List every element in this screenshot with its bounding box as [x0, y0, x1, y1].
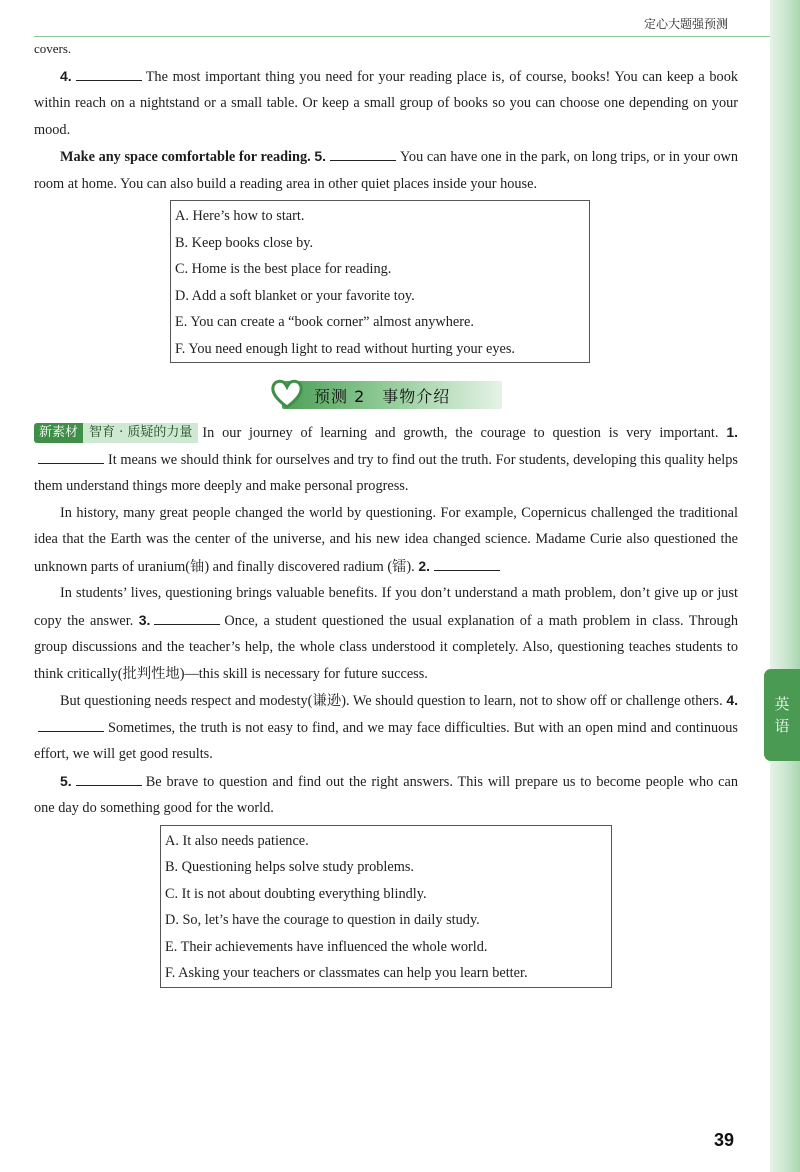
options-box-1	[170, 200, 590, 363]
option-item: D. Add a soft blanket or your favorite toy.	[175, 287, 415, 304]
paragraph-text: Be brave to question and find out the right answers. This will prepare us to become people who can one day do something good for the world.	[34, 773, 738, 816]
topic-tag: 智育 · 质疑的力量	[83, 423, 198, 443]
question-number: 5.	[60, 772, 72, 789]
answer-blank[interactable]	[154, 610, 220, 625]
paragraph-text: Once, a student questioned the usual explanation of a math problem in class. Through group discussions and the teacher’s help, the whole class understood it completely. Also, questioning teaches students to think critically(批判性地)—this skill is necessary for future success.	[34, 612, 738, 682]
answer-blank[interactable]	[434, 556, 500, 571]
section-heading	[270, 377, 510, 413]
new-material-tag: 新素材	[34, 423, 83, 443]
passage2-paragraph-2	[34, 500, 738, 581]
subject-tab-char-2: 语	[774, 717, 790, 735]
paragraph-text: In students’ lives, questioning brings valuable benefits. If you don’t understand a math problem, don’t give up or just copy the answer.	[34, 585, 738, 629]
answer-blank[interactable]	[76, 66, 142, 81]
option-item: A. It also needs patience.	[165, 832, 309, 849]
passage2-paragraph-3	[34, 580, 738, 687]
passage1-fragment: covers.	[34, 41, 72, 56]
question-number: 4.	[60, 67, 72, 84]
option-item: B. Questioning helps solve study problems.	[165, 859, 414, 875]
section-title: 预测 2 事物介绍	[314, 387, 451, 406]
option-item: F. Asking your teachers or classmates can help you learn better.	[165, 965, 528, 981]
paragraph-text: In our journey of learning and growth, the courage to question is very important.	[202, 425, 719, 441]
paragraph-text: In history, many great people changed the world by questioning. For example, Copernicus challenged the traditional idea that the Earth was the center of the universe, and his new idea changed science. Madame Curie also questioned the unknown parts of uranium(铀) and finally discovered radium (镭).	[34, 504, 738, 575]
options-box-2	[160, 825, 612, 988]
option-item: C. It is not about doubting everything blindly.	[165, 885, 427, 902]
answer-blank[interactable]	[38, 717, 104, 732]
paragraph-text: You can have one in the park, on long trips, or in your own room at home. You can also build a reading area in other quiet places inside your house.	[34, 149, 738, 192]
subject-tab	[764, 669, 800, 761]
passage2-paragraph-1	[34, 419, 738, 500]
subject-tab-char-1: 英	[774, 695, 790, 713]
bold-lead-sentence: Make any space comfortable for reading.	[60, 149, 311, 165]
passage2-paragraph-4	[34, 687, 738, 768]
option-item: C. Home is the best place for reading.	[175, 261, 392, 277]
paragraph-text: Sometimes, the truth is not easy to find, and we may face difficulties. But with an open mind and continuous effort, we will get good results.	[34, 719, 738, 762]
passage1-paragraph-5	[34, 143, 738, 197]
question-number: 3.	[138, 611, 151, 628]
question-number: 1.	[726, 424, 738, 440]
paragraph-text: It means we should think for ourselves and try to find out the truth. For students, developing this quality helps them understand things more deeply and make personal progress.	[34, 451, 738, 494]
question-number: 4.	[726, 692, 738, 708]
answer-blank[interactable]	[38, 449, 104, 464]
passage2-paragraph-5	[34, 768, 738, 822]
passage1-paragraph-4	[34, 63, 738, 144]
answer-blank[interactable]	[76, 771, 142, 786]
paragraph-text: The most important thing you need for your reading place is, of course, books! You can keep a book within reach on a nightstand or a small table. Or keep a small group of books so you can choose one depending on your mood.	[34, 68, 738, 138]
option-item: F. You need enough light to read without hurting your eyes.	[175, 340, 515, 357]
page-number: 39	[713, 1130, 734, 1150]
option-item: E. Their achievements have influenced the whole world.	[165, 938, 488, 955]
answer-blank[interactable]	[330, 146, 396, 161]
option-item: B. Keep books close by.	[175, 234, 314, 251]
option-item: D. So, let’s have the courage to question in daily study.	[165, 912, 480, 928]
page-header-title: 定心大题强预测	[643, 17, 728, 31]
heart-outline-icon	[270, 377, 304, 411]
option-item: E. You can create a “book corner” almost anywhere.	[175, 314, 474, 330]
paragraph-text: But questioning needs respect and modesty(谦逊). We should question to learn, not to show off or challenge others.	[60, 693, 723, 709]
question-number: 2.	[418, 557, 431, 574]
side-color-strip	[770, 0, 800, 1172]
main-content	[34, 36, 738, 988]
option-item: A. Here’s how to start.	[175, 208, 305, 224]
question-number: 5.	[314, 148, 327, 164]
